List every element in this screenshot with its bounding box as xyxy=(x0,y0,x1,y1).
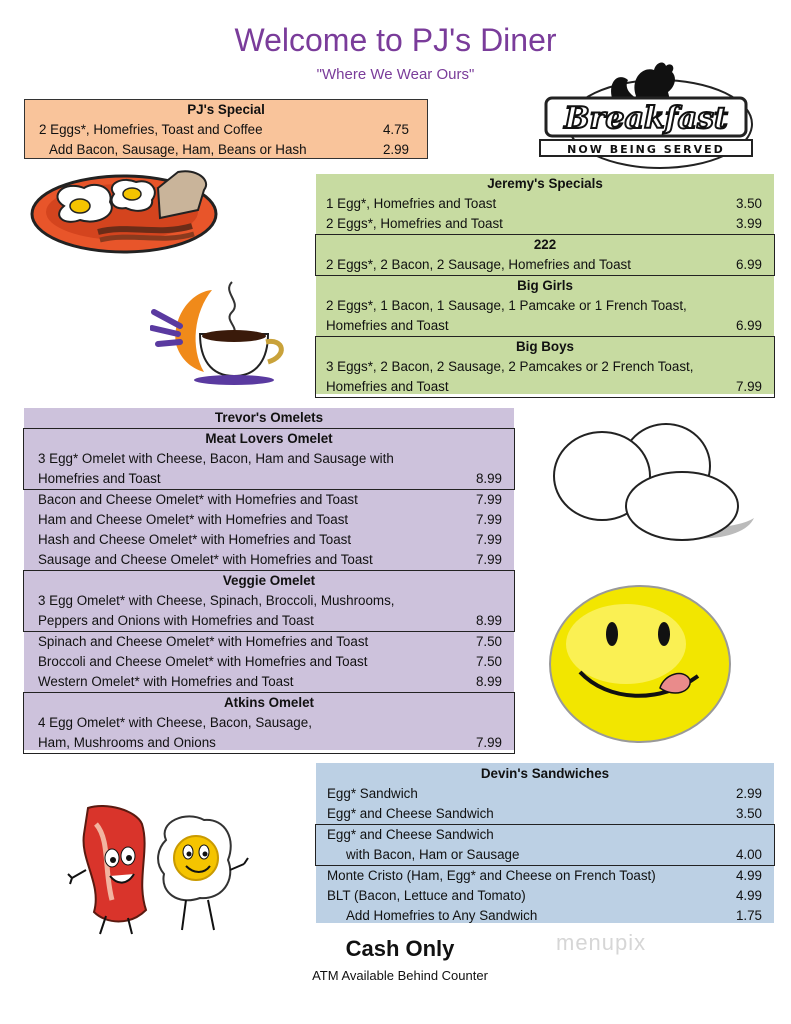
item-price: 7.99 xyxy=(475,735,502,750)
item-price: 7.99 xyxy=(475,552,502,567)
pj-special-section xyxy=(24,99,428,159)
tagline: "Where We Wear Ours" xyxy=(316,66,475,83)
item-price: 4.75 xyxy=(382,122,409,137)
menu-item xyxy=(24,591,514,611)
menu-item xyxy=(316,825,774,845)
menu-item xyxy=(316,784,774,804)
menu-item xyxy=(24,449,514,469)
item-text: 3 Egg Omelet* with Cheese, Spinach, Broccoli, Mushrooms, xyxy=(38,593,395,608)
menu-item xyxy=(24,652,514,672)
menu-item xyxy=(316,886,774,906)
jeremy-title: Jeremy's Specials xyxy=(487,176,603,191)
menu-item xyxy=(25,120,427,140)
item-price: 1.75 xyxy=(735,908,762,923)
menu-item xyxy=(24,530,514,550)
menu-item xyxy=(24,733,514,753)
page-title: Welcome to PJ's Diner xyxy=(234,22,557,58)
item-text: Add Homefries to Any Sandwich xyxy=(346,908,538,923)
menu-item xyxy=(316,357,774,377)
logo-word: Breakfast xyxy=(564,101,728,136)
eggs-icon xyxy=(548,418,760,546)
menupix-watermark: menupix xyxy=(556,930,647,955)
item-price: 6.99 xyxy=(735,318,762,333)
item-price: 8.99 xyxy=(475,471,502,486)
menu-item xyxy=(24,510,514,530)
special-222-title: 222 xyxy=(533,237,557,252)
item-text: 2 Eggs*, 2 Bacon, 2 Sausage, Homefries and Toast xyxy=(326,257,631,272)
item-text: 2 Eggs*, Homefries, Toast and Coffee xyxy=(39,122,263,137)
item-text: Homefries and Toast xyxy=(326,318,449,333)
special-222 xyxy=(315,234,775,276)
menu-item xyxy=(316,906,774,926)
meat-lovers-title: Meat Lovers Omelet xyxy=(205,431,333,446)
item-text: with Bacon, Ham or Sausage xyxy=(346,847,520,862)
item-price: 4.00 xyxy=(735,847,762,862)
item-price: 3.50 xyxy=(735,806,762,821)
menu-item xyxy=(316,845,774,865)
cash-only-notice: Cash Only xyxy=(345,936,455,961)
item-price: 4.99 xyxy=(735,888,762,903)
item-text: Ham, Mushrooms and Onions xyxy=(38,735,216,750)
menu-item xyxy=(316,194,774,214)
item-text: 3 Eggs*, 2 Bacon, 2 Sausage, 2 Pamcakes or 2 French Toast, xyxy=(326,359,694,374)
veggie-title: Veggie Omelet xyxy=(222,573,316,588)
menu-item xyxy=(24,490,514,510)
item-text: Hash and Cheese Omelet* with Homefries and Toast xyxy=(38,532,352,547)
item-text: Broccoli and Cheese Omelet* with Homefries and Toast xyxy=(38,654,368,669)
meat-lovers-omelet xyxy=(23,428,515,490)
menu-item xyxy=(24,611,514,631)
coffee-cup-icon xyxy=(150,278,292,386)
item-text: Bacon and Cheese Omelet* with Homefries and Toast xyxy=(38,492,358,507)
item-price: 7.50 xyxy=(475,654,502,669)
logo-sub: NOW BEING SERVED xyxy=(567,143,725,156)
menu-item xyxy=(316,377,774,397)
item-text: 4 Egg Omelet* with Cheese, Bacon, Sausage, xyxy=(38,715,312,730)
menu-item xyxy=(316,804,774,824)
special-big-girls xyxy=(316,276,774,336)
devin-sandwiches-section xyxy=(316,763,774,923)
menu-item xyxy=(316,296,774,316)
breakfast-logo-icon xyxy=(538,58,764,170)
item-text: Add Bacon, Sausage, Ham, Beans or Hash xyxy=(49,142,307,157)
item-text: Sausage and Cheese Omelet* with Homefries and Toast xyxy=(38,552,373,567)
egg-cheese-meat-sandwich xyxy=(315,824,775,866)
menu-item xyxy=(24,469,514,489)
big-girls-title: Big Girls xyxy=(517,278,573,293)
item-price: 8.99 xyxy=(475,674,502,689)
item-price: 2.99 xyxy=(382,142,409,157)
pj-special-title: PJ's Special xyxy=(187,102,265,117)
item-text: Peppers and Onions with Homefries and Toast xyxy=(38,613,314,628)
item-text: Monte Cristo (Ham, Egg* and Cheese on French Toast) xyxy=(327,868,656,883)
item-price: 7.99 xyxy=(735,379,762,394)
menu-item xyxy=(24,713,514,733)
item-price: 8.99 xyxy=(475,613,502,628)
atkins-omelet xyxy=(23,692,515,754)
trevor-omelets-section xyxy=(24,408,514,750)
item-text: Homefries and Toast xyxy=(326,379,449,394)
menu-item xyxy=(24,672,514,692)
big-boys-title: Big Boys xyxy=(515,339,575,354)
item-text: 2 Eggs*, Homefries and Toast xyxy=(326,216,503,231)
menu-item xyxy=(24,550,514,570)
item-text: Egg* Sandwich xyxy=(327,786,418,801)
item-price: 7.99 xyxy=(475,492,502,507)
devin-title: Devin's Sandwiches xyxy=(480,766,610,781)
item-text: Egg* and Cheese Sandwich xyxy=(327,827,494,842)
item-text: BLT (Bacon, Lettuce and Tomato) xyxy=(327,888,526,903)
veggie-omelet xyxy=(23,570,515,632)
item-text: Western Omelet* with Homefries and Toast xyxy=(38,674,294,689)
item-text: 1 Egg*, Homefries and Toast xyxy=(326,196,497,211)
menu-item xyxy=(316,255,774,275)
item-price: 2.99 xyxy=(735,786,762,801)
menu-item xyxy=(25,140,427,160)
menu-item xyxy=(316,866,774,886)
menu-item xyxy=(24,632,514,652)
item-text: Ham and Cheese Omelet* with Homefries and Toast xyxy=(38,512,349,527)
item-text: Egg* and Cheese Sandwich xyxy=(327,806,494,821)
item-text: 3 Egg* Omelet with Cheese, Bacon, Ham and Sausage with xyxy=(38,451,394,466)
special-big-boys xyxy=(315,336,775,398)
item-price: 4.99 xyxy=(735,868,762,883)
item-text: 2 Eggs*, 1 Bacon, 1 Sausage, 1 Pamcake or 1 French Toast, xyxy=(326,298,687,313)
item-text: Spinach and Cheese Omelet* with Homefries and Toast xyxy=(38,634,369,649)
atkins-title: Atkins Omelet xyxy=(223,695,315,710)
jeremy-specials-section xyxy=(316,174,774,394)
menu-item xyxy=(316,214,774,234)
breakfast-plate-icon xyxy=(28,166,220,256)
bacon-egg-characters-icon xyxy=(66,800,250,940)
item-price: 6.99 xyxy=(735,257,762,272)
smiley-face-icon xyxy=(548,584,734,744)
item-price: 7.99 xyxy=(475,532,502,547)
item-price: 7.99 xyxy=(475,512,502,527)
menu-item xyxy=(316,316,774,336)
atm-notice: ATM Available Behind Counter xyxy=(312,968,488,983)
trevor-title: Trevor's Omelets xyxy=(214,410,324,425)
item-price: 7.50 xyxy=(475,634,502,649)
item-price: 3.99 xyxy=(735,216,762,231)
item-text: Homefries and Toast xyxy=(38,471,161,486)
item-price: 3.50 xyxy=(735,196,762,211)
